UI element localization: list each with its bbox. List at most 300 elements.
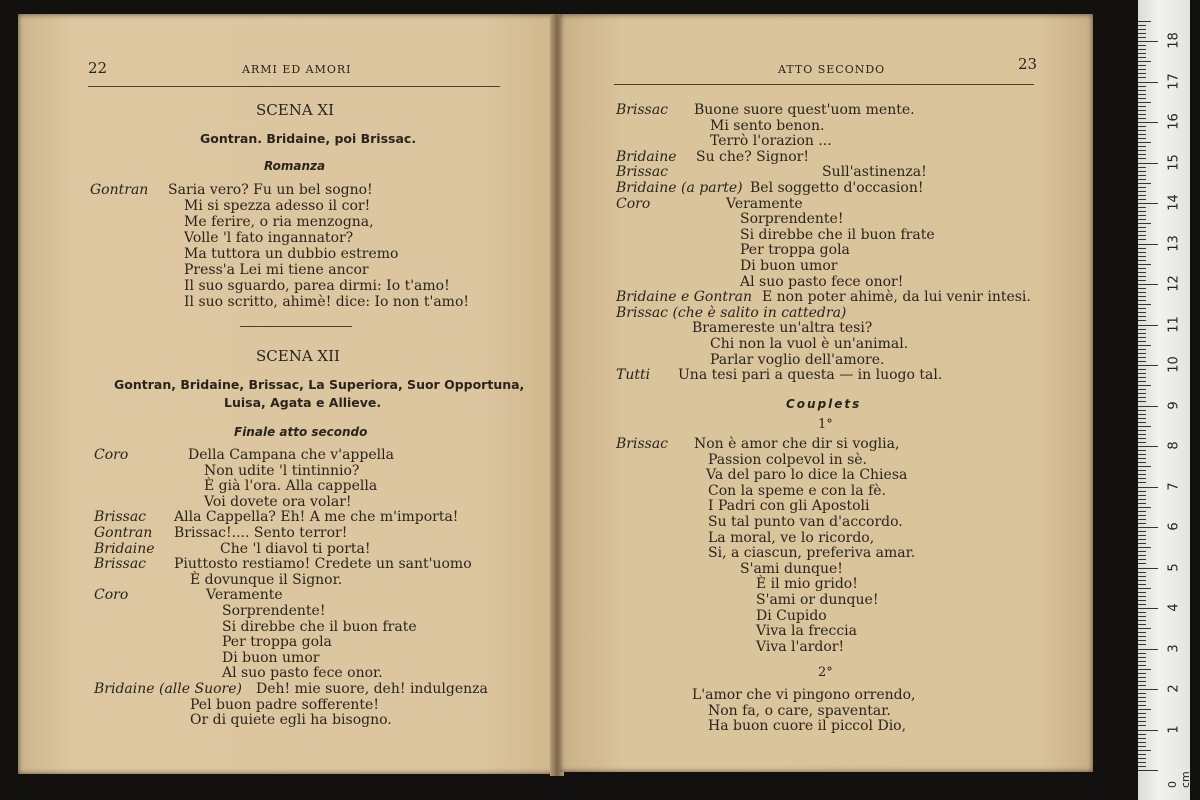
ruler-tick (1138, 308, 1146, 309)
ruler-tick (1138, 713, 1146, 714)
verse-line: Mi si spezza adesso il cor! (184, 198, 371, 214)
ruler-tick (1138, 130, 1146, 131)
ruler-tick (1138, 256, 1146, 257)
ruler-tick (1138, 685, 1146, 686)
header-rule (614, 84, 1034, 85)
ruler-tick (1138, 21, 1151, 22)
ruler-tick (1138, 300, 1146, 301)
speaker-name: Bridaine (a parte) (616, 180, 743, 196)
ruler-number: 3 (1166, 643, 1182, 653)
ruler-tick (1138, 653, 1146, 654)
ruler-number: 1 (1166, 724, 1182, 734)
verse-line: Volle 'l fato ingannator? (184, 230, 354, 246)
ruler-tick (1138, 29, 1146, 30)
ruler-tick (1138, 754, 1146, 755)
ruler-number: 18 (1166, 32, 1182, 49)
ruler-tick (1138, 276, 1146, 277)
ruler-tick (1138, 535, 1146, 536)
couplets-title: Couplets (786, 397, 862, 411)
ruler-tick (1138, 231, 1146, 232)
running-head: ATTO SECONDO (778, 63, 886, 76)
ruler-tick (1138, 576, 1146, 577)
ruler-tick (1138, 349, 1146, 350)
ruler-tick (1138, 90, 1146, 91)
ruler-tick (1138, 406, 1158, 407)
ruler-tick (1138, 239, 1146, 240)
ruler-number: 12 (1166, 275, 1182, 292)
ruler-tick (1138, 563, 1146, 564)
ruler-tick (1138, 612, 1146, 613)
ruler-tick (1138, 312, 1146, 313)
ruler-tick (1138, 94, 1146, 95)
ruler-tick (1138, 462, 1146, 463)
ruler-tick (1138, 292, 1146, 293)
verse-line: Viva la freccia (756, 623, 857, 640)
ruler-tick (1138, 616, 1146, 617)
ruler-tick (1138, 466, 1151, 467)
scene-title: SCENA XII (256, 347, 340, 365)
ruler-tick (1138, 730, 1158, 731)
ruler-tick (1138, 705, 1146, 706)
ruler-tick (1138, 450, 1146, 451)
dialogue-line: Parlar voglio dell'amore. (710, 351, 885, 368)
scene-cast: Gontran, Bridaine, Brissac, La Superiora, Suor Opportuna, (114, 377, 525, 392)
verse-line: L'amor che vi pingono orrendo, (692, 687, 916, 703)
ruler-tick (1138, 25, 1146, 26)
ruler-tick (1138, 45, 1146, 46)
dialogue-line: E non poter ahimè, da lui venir intesi. (762, 289, 1031, 306)
ruler-tick (1138, 373, 1146, 374)
verse-line: Il suo scritto, ahimè! dice: Io non t'amo! (184, 294, 469, 310)
ruler-tick (1138, 624, 1146, 625)
ruler-tick (1138, 86, 1146, 87)
speaker-name: Tutti (616, 367, 651, 384)
ruler-tick (1138, 681, 1146, 682)
ruler-tick (1138, 138, 1146, 139)
ruler-tick (1138, 37, 1146, 38)
ruler-tick (1138, 235, 1146, 236)
speaker-name: Bridaine (616, 148, 677, 165)
dialogue-line: Pel buon padre sofferente! (190, 696, 379, 713)
right-page (560, 14, 1093, 772)
ruler-tick (1138, 487, 1158, 488)
verse-line: S'ami or dunque! (756, 592, 879, 608)
ruler-tick (1138, 418, 1146, 419)
verse-line: Di Cupido (756, 607, 827, 624)
ruler-tick (1138, 158, 1146, 159)
section-rule (240, 326, 352, 327)
ruler-tick (1138, 61, 1151, 62)
ruler-tick (1138, 454, 1146, 455)
ruler-tick (1138, 57, 1146, 58)
ruler-tick (1138, 215, 1146, 216)
ruler-tick (1138, 592, 1146, 593)
dialogue-line: Della Campana che v'appella (188, 447, 394, 463)
ruler-tick (1138, 365, 1158, 366)
ruler-tick (1138, 762, 1146, 763)
ruler-number: 2 (1166, 684, 1182, 693)
ruler-tick (1138, 361, 1146, 362)
speaker-name: Bridaine e Gontran (616, 289, 753, 306)
ruler-tick (1138, 600, 1146, 601)
ruler-tick (1138, 98, 1146, 99)
ruler-tick (1138, 183, 1151, 184)
ruler-tick (1138, 665, 1146, 666)
ruler-tick (1138, 414, 1146, 415)
ruler-tick (1138, 248, 1146, 249)
ruler-tick (1138, 377, 1146, 378)
verse-line: Su tal punto van d'accordo. (708, 514, 903, 530)
ruler-tick (1138, 689, 1158, 690)
ruler-tick (1138, 191, 1146, 192)
ruler-tick (1138, 325, 1158, 326)
ruler-tick (1138, 604, 1146, 605)
ruler-tick (1138, 329, 1146, 330)
ruler-tick (1138, 110, 1146, 111)
ruler-tick (1138, 227, 1146, 228)
speaker-name: Coro (94, 587, 129, 604)
ruler-tick (1138, 584, 1146, 585)
ruler-number: 10 (1166, 356, 1182, 373)
ruler-tick (1138, 69, 1146, 70)
ruler-tick (1138, 393, 1146, 394)
dialogue-line: Che 'l diavol ti porta! (220, 540, 371, 557)
ruler-tick (1138, 596, 1146, 597)
dialogue-line: Sull'astinenza! (822, 164, 927, 181)
dialogue-line: Di buon umor (222, 649, 320, 666)
ruler-tick (1138, 640, 1146, 641)
ruler-tick (1138, 422, 1146, 423)
ruler-tick (1138, 296, 1146, 297)
speaker-name: Brissac (94, 556, 147, 573)
ruler-tick (1138, 179, 1146, 180)
dialogue-line: È già l'ora. Alla cappella (204, 478, 378, 495)
ruler-tick (1138, 199, 1146, 200)
ruler-tick (1138, 697, 1146, 698)
ruler-unit-label: 0 cm (1166, 771, 1192, 788)
page-number: 23 (1018, 55, 1038, 73)
speaker-name: Bridaine (alle Suore) (94, 681, 242, 697)
ruler-tick (1138, 766, 1146, 767)
speaker-name: Coro (94, 447, 129, 463)
ruler-tick (1138, 268, 1146, 269)
dialogue-line: Si direbbe che il buon frate (740, 226, 935, 243)
ruler-tick (1138, 53, 1146, 54)
ruler-tick (1138, 187, 1146, 188)
dialogue-line: Per troppa gola (222, 634, 332, 651)
ruler-tick (1138, 49, 1146, 50)
verse-line: S'ami dunque! (740, 560, 843, 577)
ruler-tick (1138, 628, 1151, 629)
dialogue-line: Chi non la vuol è un'animal. (710, 336, 909, 352)
speaker-name: Coro (616, 195, 651, 212)
ruler-tick (1138, 102, 1151, 103)
verse-number: 2° (818, 665, 833, 680)
verse-line: Saria vero? Fu un bel sogno! (168, 182, 373, 198)
verse-line: Non è amor che dir si voglia, (694, 436, 900, 452)
ruler-tick (1138, 661, 1146, 662)
ruler-number: 11 (1166, 315, 1182, 333)
ruler-tick (1138, 442, 1146, 443)
ruler-tick (1138, 446, 1158, 447)
ruler-tick (1138, 211, 1146, 212)
ruler-tick (1138, 77, 1146, 78)
ruler-tick (1138, 82, 1158, 83)
ruler-tick (1138, 272, 1146, 273)
ruler-tick (1138, 146, 1146, 147)
ruler-tick (1138, 547, 1151, 548)
ruler-tick (1138, 316, 1146, 317)
ruler-tick (1138, 588, 1151, 589)
ruler-tick (1138, 491, 1146, 492)
ruler-tick (1138, 252, 1146, 253)
ruler-tick (1138, 568, 1158, 569)
ruler-number: 4 (1166, 603, 1182, 612)
ruler-tick (1138, 519, 1146, 520)
dialogue-line: Sorprendente! (740, 211, 844, 228)
ruler-tick (1138, 543, 1146, 544)
ruler-tick (1138, 608, 1158, 609)
verse-line: La moral, ve lo ricordo, (708, 529, 875, 546)
ruler-tick (1138, 426, 1151, 427)
ruler-tick (1138, 381, 1146, 382)
ruler-tick (1138, 203, 1158, 204)
ruler-tick (1138, 142, 1151, 143)
ruler-number: 13 (1166, 234, 1182, 252)
dialogue-line: Buone suore quest'uom mente. (694, 102, 915, 118)
ruler-tick (1138, 345, 1151, 346)
dialogue-line: Brissac!.... Sento terror! (174, 525, 348, 541)
ruler-tick (1138, 470, 1146, 471)
ruler-tick (1138, 219, 1146, 220)
speaker-name: Brissac (che è salito in cattedra) (616, 304, 847, 321)
dialogue-line: Per troppa gola (740, 242, 850, 259)
ruler-tick (1138, 73, 1146, 74)
ruler-number: 15 (1166, 153, 1182, 171)
ruler-tick (1138, 195, 1146, 196)
verse-line: I Padri con gli Apostoli (708, 498, 870, 515)
ruler-tick (1138, 555, 1146, 556)
dialogue-line: Di buon umor (740, 258, 838, 274)
dialogue-line: Non udite 'l tintinnio? (204, 462, 360, 479)
ruler-tick (1138, 401, 1146, 402)
dialogue-line: Piuttosto restiamo! Credete un sant'uomo (174, 556, 472, 573)
ruler-tick (1138, 644, 1146, 645)
ruler-tick (1138, 478, 1146, 479)
speaker-name: Brissac (94, 509, 147, 526)
dialogue-line: Alla Cappella? Eh! A me che m'importa! (174, 509, 459, 526)
measuring-ruler (1138, 0, 1190, 800)
verse-line: Il suo sguardo, parea dirmi: Io t'amo! (184, 278, 450, 294)
ruler-tick (1138, 734, 1146, 735)
dialogue-line: Bramereste un'altra tesi? (692, 320, 873, 337)
page-number: 22 (88, 59, 108, 77)
ruler-tick (1138, 397, 1146, 398)
dialogue-line: Sorprendente! (222, 603, 326, 619)
ruler-tick (1138, 260, 1146, 261)
verse-line: Viva l'ardor! (756, 638, 845, 655)
speaker-name: Brissac (616, 102, 669, 118)
ruler-tick (1138, 636, 1146, 637)
ruler-tick (1138, 701, 1146, 702)
dialogue-line: È dovunque il Signor. (190, 571, 343, 588)
ruler-number: 8 (1166, 441, 1182, 450)
verse-line: È il mio grido! (756, 576, 858, 593)
ruler-tick (1138, 539, 1146, 540)
ruler-tick (1138, 551, 1146, 552)
dialogue-line: Al suo pasto fece onor! (740, 273, 904, 290)
scene-title: SCENA XI (256, 101, 335, 119)
ruler-tick (1138, 721, 1146, 722)
ruler-tick (1138, 438, 1146, 439)
ruler-tick (1138, 333, 1146, 334)
dialogue-line: Una tesi pari a questa — in luogo tal. (678, 367, 943, 384)
ruler-tick (1138, 717, 1146, 718)
ruler-tick (1138, 353, 1146, 354)
ruler-tick (1138, 41, 1158, 42)
verse-line: Con la speme e con la fè. (708, 482, 886, 499)
verse-number: 1° (818, 417, 833, 432)
scene-subtitle: Finale atto secondo (234, 425, 368, 439)
ruler-tick (1138, 163, 1158, 164)
ruler-tick (1138, 150, 1146, 151)
ruler-number: 9 (1166, 400, 1182, 410)
ruler-tick (1138, 175, 1146, 176)
dialogue-line: Or di quiete egli ha bisogno. (190, 712, 392, 729)
dialogue-line: Voi dovete ora volar! (204, 493, 352, 510)
ruler-tick (1138, 523, 1146, 524)
verse-line: Passion colpevol in sè. (708, 451, 868, 468)
ruler-tick (1138, 385, 1151, 386)
ruler-tick (1138, 677, 1146, 678)
dialogue-line: Mi sento benon. (710, 117, 825, 134)
ruler-tick (1138, 288, 1146, 289)
dialogue-line: Terrò l'orazion ... (710, 133, 832, 150)
ruler-tick (1138, 430, 1146, 431)
ruler-tick (1138, 320, 1146, 321)
ruler-number: 17 (1166, 72, 1182, 90)
ruler-tick (1138, 304, 1151, 305)
ruler-tick (1138, 106, 1146, 107)
ruler-tick (1138, 65, 1146, 66)
ruler-tick (1138, 770, 1158, 771)
dialogue-line: Deh! mie suore, deh! indulgenza (256, 681, 488, 697)
ruler-tick (1138, 527, 1158, 528)
ruler-tick (1138, 649, 1158, 650)
ruler-tick (1138, 410, 1146, 411)
ruler-tick (1138, 154, 1146, 155)
ruler-tick (1138, 559, 1146, 560)
ruler-tick (1138, 482, 1146, 483)
ruler-tick (1138, 725, 1146, 726)
ruler-tick (1138, 515, 1146, 516)
ruler-tick (1138, 207, 1146, 208)
ruler-tick (1138, 369, 1146, 370)
ruler-tick (1138, 244, 1158, 245)
speaker-name: Gontran (90, 182, 149, 198)
ruler-tick (1138, 693, 1146, 694)
header-rule (88, 86, 500, 87)
ruler-tick (1138, 531, 1146, 532)
ruler-number: 14 (1166, 194, 1182, 211)
verse-line: Press'a Lei mi tiene ancor (184, 262, 369, 278)
ruler-tick (1138, 580, 1146, 581)
ruler-tick (1138, 33, 1146, 34)
scene-cast: Gontran. Bridaine, poi Brissac. (200, 131, 417, 146)
verse-line: Si, a ciascun, preferiva amar. (708, 545, 916, 562)
ruler-tick (1138, 503, 1146, 504)
ruler-tick (1138, 669, 1151, 670)
speaker-name: Brissac (616, 436, 669, 452)
ruler-tick (1138, 742, 1146, 743)
ruler-tick (1138, 657, 1146, 658)
ruler-tick (1138, 118, 1146, 119)
ruler-tick (1138, 458, 1146, 459)
ruler-tick (1138, 126, 1146, 127)
ruler-tick (1138, 389, 1146, 390)
dialogue-line: Veramente (206, 587, 283, 604)
ruler-tick (1138, 474, 1146, 475)
ruler-tick (1138, 507, 1151, 508)
ruler-tick (1138, 673, 1146, 674)
ruler-number: 16 (1166, 113, 1182, 130)
ruler-tick (1138, 284, 1158, 285)
verse-line: Ma tuttora un dubbio estremo (184, 246, 399, 262)
ruler-tick (1138, 223, 1151, 224)
verse-line: Non fa, o care, spaventar. (708, 702, 891, 719)
running-head: ARMI ED AMORI (242, 63, 352, 76)
ruler-tick (1138, 280, 1146, 281)
ruler-tick (1138, 122, 1158, 123)
ruler-tick (1138, 746, 1146, 747)
ruler-tick (1138, 632, 1146, 633)
ruler-tick (1138, 750, 1151, 751)
ruler-number: 5 (1166, 562, 1182, 572)
ruler-tick (1138, 171, 1146, 172)
ruler-tick (1138, 511, 1146, 512)
ruler-tick (1138, 341, 1146, 342)
dialogue-line: Bel soggetto d'occasion! (750, 180, 924, 196)
left-page (18, 14, 558, 774)
dialogue-line: Si direbbe che il buon frate (222, 618, 417, 635)
ruler-tick (1138, 572, 1146, 573)
ruler-tick (1138, 114, 1146, 115)
ruler-tick (1138, 495, 1146, 496)
scene-cast: Luisa, Agata e Allieve. (224, 395, 382, 410)
verse-line: Ha buon cuore il piccol Dio, (708, 718, 907, 735)
ruler-tick (1138, 434, 1146, 435)
ruler-tick (1138, 134, 1146, 135)
ruler-tick (1138, 758, 1146, 759)
speaker-name: Brissac (616, 164, 669, 181)
dialogue-line: Veramente (726, 195, 803, 212)
scene-subtitle: Romanza (264, 159, 326, 173)
dialogue-line: Al suo pasto fece onor. (222, 665, 383, 682)
ruler-number: 7 (1166, 481, 1182, 491)
ruler-number: 6 (1166, 522, 1182, 531)
ruler-tick (1138, 738, 1146, 739)
dialogue-line: Su che? Signor! (696, 148, 809, 165)
ruler-tick (1138, 499, 1146, 500)
ruler-tick (1138, 264, 1151, 265)
verse-line: Me ferire, o ria menzogna, (184, 214, 374, 230)
speaker-name: Bridaine (94, 540, 155, 557)
ruler-tick (1138, 337, 1146, 338)
ruler-tick (1138, 167, 1146, 168)
ruler-tick (1138, 357, 1146, 358)
verse-line: Va del paro lo dice la Chiesa (706, 467, 908, 484)
ruler-tick (1138, 709, 1151, 710)
